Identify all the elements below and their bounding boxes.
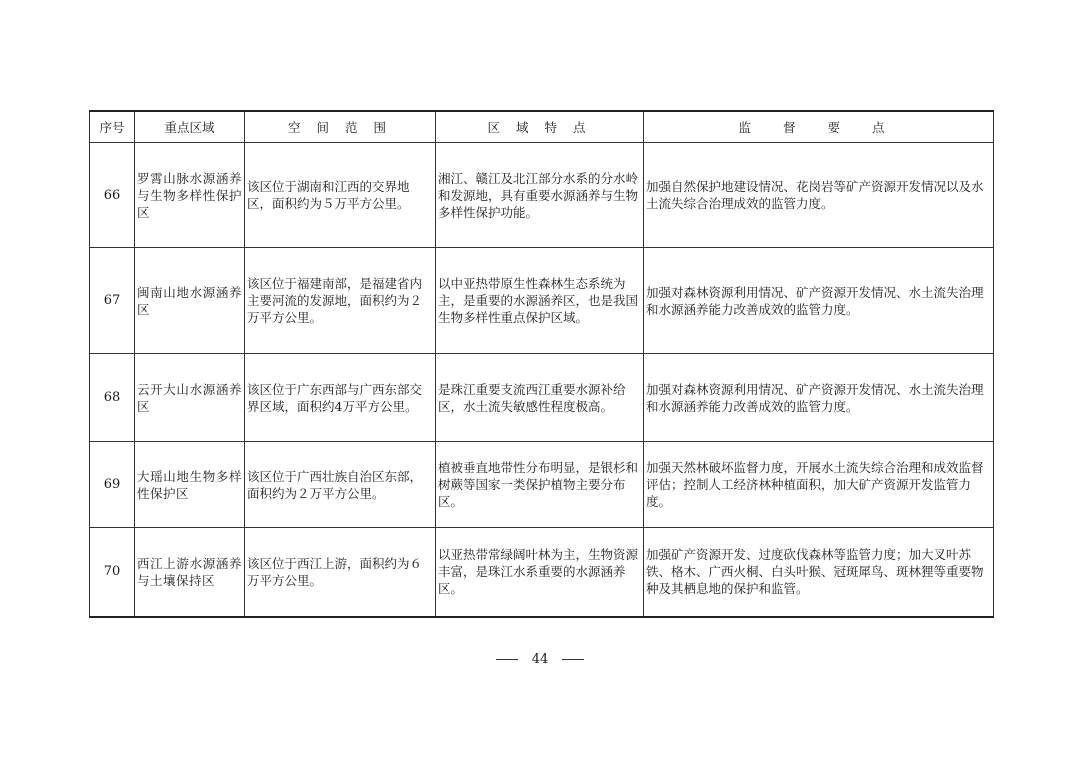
row-zone: 大瑶山地生物多样性保护区 [135, 442, 245, 528]
row-zone: 西江上游水源涵养与土壤保持区 [135, 528, 245, 617]
row-zone: 闽南山地水源涵养区 [135, 248, 245, 354]
row-scope: 该区位于广东西部与广西东部交界区域，面积约4万平方公里。 [245, 354, 436, 442]
row-scope: 该区位于福建南部，是福建省内主要河流的发源地，面积约为２万平方公里。 [245, 248, 436, 354]
row-index: 68 [90, 354, 135, 442]
row-scope: 该区位于湖南和江西的交界地区，面积约为５万平方公里。 [245, 143, 436, 248]
header-feature: 区 域 特 点 [436, 111, 644, 143]
table-row [90, 354, 994, 442]
row-scope: 该区位于广西壮族自治区东部，面积约为２万平方公里。 [245, 442, 436, 528]
footer-dash-left [496, 659, 518, 660]
row-feature: 湘江、赣江及北江部分水系的分水岭和发源地，具有重要水源涵养与生物多样性保护功能。 [436, 143, 644, 248]
row-feature: 以中亚热带原生性森林生态系统为主，是重要的水源涵养区，也是我国生物多样性重点保护区域。 [436, 248, 644, 354]
footer-dash-right [562, 659, 584, 660]
table-row [90, 248, 994, 354]
table-header-row [90, 111, 994, 143]
row-supervision: 加强自然保护地建设情况、花岗岩等矿产资源开发情况以及水土流失综合治理成效的监管力度。 [644, 143, 994, 248]
header-zone: 重点区域 [135, 111, 245, 143]
row-supervision: 加强对森林资源利用情况、矿产资源开发情况、水土流失治理和水源涵养能力改善成效的监管力度。 [644, 354, 994, 442]
table-row [90, 528, 994, 617]
header-supervision: 监 督 要 点 [644, 111, 994, 143]
row-scope: 该区位于西江上游，面积约为６万平方公里。 [245, 528, 436, 617]
table-row [90, 442, 994, 528]
page-footer [0, 652, 1080, 667]
row-feature: 以亚热带常绿阔叶林为主，生物资源丰富，是珠江水系重要的水源涵养区。 [436, 528, 644, 617]
row-index: 69 [90, 442, 135, 528]
header-index: 序号 [90, 111, 135, 143]
row-index: 70 [90, 528, 135, 617]
row-feature: 植被垂直地带性分布明显，是银杉和树蕨等国家一类保护植物主要分布区。 [436, 442, 644, 528]
row-zone: 云开大山水源涵养区 [135, 354, 245, 442]
table-row [90, 143, 994, 248]
page-number: 44 [531, 652, 549, 667]
row-supervision: 加强对森林资源利用情况、矿产资源开发情况、水土流失治理和水源涵养能力改善成效的监管力度。 [644, 248, 994, 354]
row-index: 67 [90, 248, 135, 354]
row-feature: 是珠江重要支流西江重要水源补给区，水土流失敏感性程度极高。 [436, 354, 644, 442]
header-scope: 空 间 范 围 [245, 111, 436, 143]
row-zone: 罗霄山脉水源涵养与生物多样性保护区 [135, 143, 245, 248]
row-supervision: 加强天然林破坏监督力度，开展水土流失综合治理和成效监督评估；控制人工经济林种植面积，加大矿产资源开发监管力度。 [644, 442, 994, 528]
row-index: 66 [90, 143, 135, 248]
regions-table [89, 110, 994, 618]
row-supervision: 加强矿产资源开发、过度砍伐森林等监管力度；加大叉叶苏铁、格木、广西火桐、白头叶猴、冠斑犀鸟、斑林狸等重要物种及其栖息地的保护和监管。 [644, 528, 994, 617]
